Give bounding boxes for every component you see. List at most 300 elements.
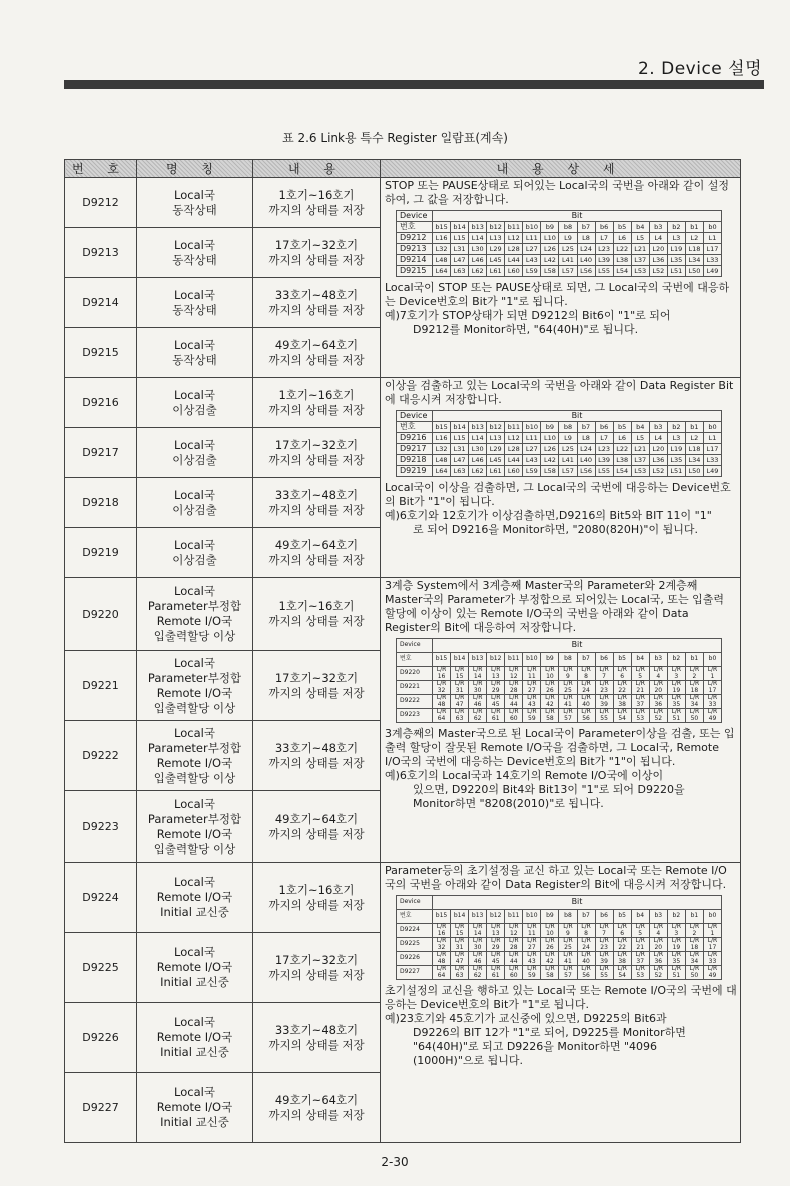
- station-cell: [631, 938, 649, 952]
- name-line: Local국: [174, 337, 215, 352]
- station-cell: [577, 924, 595, 938]
- station-cell: [613, 966, 631, 980]
- content-line: 까지의 상태를 저장: [268, 685, 365, 700]
- lr-label: L/R: [581, 694, 591, 701]
- station-cell: [595, 966, 613, 980]
- station-cell: [667, 966, 685, 980]
- lr-label: L/R: [436, 708, 447, 715]
- station-cell: [649, 966, 667, 980]
- register-detail: [381, 378, 741, 578]
- station-number: 17: [708, 943, 717, 951]
- lr-label: L/R: [563, 951, 573, 958]
- station-number: 30: [473, 943, 482, 951]
- station-cell: L8: [577, 233, 595, 244]
- station-cell: L22: [613, 444, 631, 455]
- register-content: [253, 1003, 381, 1073]
- station-cell: L45: [487, 255, 505, 266]
- station-cell: [451, 924, 469, 938]
- register-content: [253, 378, 381, 428]
- station-cell: [703, 938, 721, 952]
- station-cell: [685, 952, 703, 966]
- bit-cell: b8: [559, 653, 577, 667]
- station-cell: [667, 709, 685, 723]
- station-cell: [595, 924, 613, 938]
- station-cell: [505, 667, 523, 681]
- lr-label: L/R: [509, 965, 519, 972]
- name-line: Remote I/O국: [156, 614, 233, 628]
- station-cell: L33: [703, 455, 721, 466]
- station-number: 23: [600, 686, 608, 694]
- content-line: 17호기~32호기: [274, 952, 359, 967]
- lr-label: L/R: [527, 923, 537, 930]
- bit-table: [396, 895, 722, 980]
- station-cell: [613, 667, 631, 681]
- bit-cell: b5: [613, 910, 631, 924]
- station-cell: L16: [433, 433, 451, 444]
- name-line: Initial 교신중: [160, 975, 229, 989]
- lr-label: L/R: [707, 666, 718, 673]
- lr-label: L/R: [617, 923, 627, 930]
- lr-label: L/R: [599, 923, 609, 930]
- station-cell: L60: [505, 466, 523, 477]
- station-cell: L39: [595, 455, 613, 466]
- register-name: [137, 863, 253, 933]
- station-number: 46: [473, 700, 482, 708]
- register-name: [137, 378, 253, 428]
- bit-table: [396, 210, 722, 277]
- lr-label: L/R: [635, 923, 645, 930]
- station-cell: L41: [559, 255, 577, 266]
- station-cell: [595, 681, 613, 695]
- lr-label: L/R: [472, 965, 483, 972]
- bit-cell: b15: [433, 910, 451, 924]
- station-cell: L21: [631, 244, 649, 255]
- station-cell: [505, 966, 523, 980]
- register-number: D9222: [65, 721, 137, 791]
- detail-note: D9212를 Monitor하면, "64(40H)"로 됩니다.: [413, 323, 639, 336]
- station-number: 39: [600, 957, 608, 965]
- station-cell: L30: [469, 244, 487, 255]
- lr-label: L/R: [617, 680, 627, 687]
- station-cell: [487, 709, 505, 723]
- station-number: 9: [566, 929, 570, 937]
- station-cell: L22: [613, 244, 631, 255]
- number-label: 번호: [397, 910, 433, 924]
- lr-label: L/R: [689, 923, 700, 930]
- station-cell: [613, 681, 631, 695]
- station-cell: [649, 709, 667, 723]
- lr-label: L/R: [509, 666, 519, 673]
- table-row: [65, 578, 741, 651]
- station-number: 44: [509, 700, 518, 708]
- detail-intro: Parameter등의 초기설정을 교신 하고 있는 Local국 또는 Remote I/O국의 국번을 아래와 같이 Data Register의 Bit에 대응시켜 저장합니다.: [385, 864, 727, 891]
- station-cell: L35: [667, 255, 685, 266]
- bit-cell: b7: [577, 653, 595, 667]
- lr-label: L/R: [545, 708, 555, 715]
- station-cell: [667, 938, 685, 952]
- name-line: Remote I/O국: [156, 755, 233, 770]
- station-number: 29: [491, 686, 500, 694]
- lr-label: L/R: [653, 694, 664, 701]
- content-line: 까지의 상태를 저장: [268, 452, 365, 467]
- bit-cell: b1: [685, 910, 703, 924]
- bit-cell: b4: [631, 222, 649, 233]
- station-cell: [469, 695, 487, 709]
- name-line: 이상검출: [172, 452, 217, 467]
- station-cell: L17: [703, 444, 721, 455]
- station-cell: [469, 938, 487, 952]
- station-cell: L46: [469, 255, 487, 266]
- station-cell: L31: [451, 244, 469, 255]
- station-number: 4: [656, 672, 661, 680]
- station-cell: [487, 681, 505, 695]
- lr-label: L/R: [563, 937, 573, 944]
- station-cell: [667, 924, 685, 938]
- lr-label: L/R: [490, 666, 501, 673]
- bit-cell: b8: [559, 422, 577, 433]
- station-number: 54: [618, 971, 626, 979]
- lr-label: L/R: [671, 937, 682, 944]
- station-number: 26: [546, 943, 554, 951]
- station-cell: L45: [487, 455, 505, 466]
- lr-label: L/R: [527, 951, 537, 958]
- station-number: 25: [564, 686, 572, 694]
- bit-row: [397, 667, 722, 681]
- register-name: [137, 1003, 253, 1073]
- station-number: 2: [692, 929, 697, 937]
- station-cell: L34: [685, 455, 703, 466]
- station-cell: [631, 667, 649, 681]
- lr-label: L/R: [617, 951, 627, 958]
- station-number: 7: [602, 672, 606, 680]
- name-line: Remote I/O국: [156, 890, 233, 904]
- station-cell: L35: [667, 455, 685, 466]
- station-cell: L47: [451, 455, 469, 466]
- station-cell: L14: [469, 233, 487, 244]
- lr-label: L/R: [509, 694, 519, 701]
- station-cell: L7: [595, 233, 613, 244]
- bit-row: [397, 966, 722, 980]
- lr-label: L/R: [707, 923, 718, 930]
- bit-label: Bit: [433, 211, 722, 222]
- station-number: 50: [690, 971, 699, 979]
- content-line: 49호기~64호기: [274, 537, 359, 552]
- station-number: 51: [672, 971, 681, 979]
- station-cell: L36: [649, 255, 667, 266]
- station-cell: L8: [577, 433, 595, 444]
- content-line: 까지의 상태를 저장: [268, 614, 365, 628]
- station-number: 58: [546, 971, 554, 979]
- station-cell: [685, 938, 703, 952]
- bit-cell: b5: [613, 653, 631, 667]
- station-number: 7: [602, 929, 606, 937]
- lr-label: L/R: [707, 680, 718, 687]
- lr-label: L/R: [599, 937, 609, 944]
- station-cell: L55: [595, 266, 613, 277]
- lr-label: L/R: [599, 666, 609, 673]
- station-number: 47: [455, 700, 464, 708]
- register-content: [253, 1073, 381, 1143]
- station-number: 49: [708, 971, 717, 979]
- station-number: 25: [564, 943, 572, 951]
- name-line: Local국: [174, 487, 215, 502]
- station-cell: [631, 681, 649, 695]
- station-number: 22: [618, 686, 626, 694]
- station-cell: L50: [685, 266, 703, 277]
- station-cell: [523, 681, 541, 695]
- station-number: 5: [638, 672, 643, 680]
- station-number: 62: [473, 971, 482, 979]
- station-cell: L51: [667, 266, 685, 277]
- station-cell: L47: [451, 255, 469, 266]
- station-number: 22: [618, 943, 626, 951]
- bit-cell: b13: [469, 222, 487, 233]
- station-number: 42: [546, 700, 554, 708]
- station-cell: [559, 924, 577, 938]
- bit-cell: b2: [667, 653, 685, 667]
- bit-label: Bit: [433, 896, 722, 910]
- name-line: Parameter부정합: [147, 599, 242, 613]
- station-cell: [649, 924, 667, 938]
- station-cell: L3: [667, 433, 685, 444]
- bit-table-header-row: [397, 639, 722, 653]
- station-number: 62: [473, 714, 482, 722]
- bit-cell: b3: [649, 422, 667, 433]
- station-cell: [433, 938, 451, 952]
- station-number: 54: [618, 714, 626, 722]
- station-number: 6: [620, 672, 625, 680]
- lr-label: L/R: [671, 694, 682, 701]
- station-cell: [613, 924, 631, 938]
- station-cell: [505, 709, 523, 723]
- station-number: 47: [455, 957, 464, 965]
- register-number: D9219: [65, 528, 137, 578]
- station-cell: [649, 681, 667, 695]
- station-cell: L14: [469, 433, 487, 444]
- station-cell: L11: [523, 233, 541, 244]
- station-cell: [703, 667, 721, 681]
- station-cell: [433, 952, 451, 966]
- station-cell: L37: [631, 255, 649, 266]
- station-cell: L40: [577, 255, 595, 266]
- lr-label: L/R: [472, 708, 483, 715]
- station-cell: [631, 695, 649, 709]
- bit-cell: b10: [523, 653, 541, 667]
- station-cell: L64: [433, 266, 451, 277]
- lr-label: L/R: [671, 708, 682, 715]
- station-cell: [523, 667, 541, 681]
- station-cell: [541, 924, 559, 938]
- station-cell: L44: [505, 455, 523, 466]
- bit-cell: b7: [577, 222, 595, 233]
- bit-cell: b15: [433, 653, 451, 667]
- station-cell: [703, 695, 721, 709]
- lr-label: L/R: [617, 965, 627, 972]
- name-line: Remote I/O국: [156, 960, 233, 974]
- device-number: D9225: [397, 938, 433, 952]
- register-content: [253, 651, 381, 721]
- station-cell: [577, 952, 595, 966]
- table-row: [65, 178, 741, 228]
- bit-cell: b0: [703, 653, 721, 667]
- station-cell: L37: [631, 455, 649, 466]
- lr-label: L/R: [490, 708, 501, 715]
- station-cell: [433, 924, 451, 938]
- station-cell: L23: [595, 244, 613, 255]
- lr-label: L/R: [436, 937, 447, 944]
- bit-row: [397, 455, 722, 466]
- lr-label: L/R: [635, 680, 645, 687]
- register-content: [253, 228, 381, 278]
- station-number: 4: [656, 929, 661, 937]
- station-number: 11: [528, 929, 536, 937]
- name-line: Local국: [174, 437, 215, 452]
- bit-row: [397, 709, 722, 723]
- lr-label: L/R: [490, 680, 501, 687]
- station-number: 51: [672, 714, 681, 722]
- station-cell: [469, 709, 487, 723]
- station-cell: L60: [505, 266, 523, 277]
- station-number: 13: [491, 672, 500, 680]
- station-number: 63: [455, 971, 464, 979]
- bit-table-header-row: [397, 211, 722, 222]
- bit-table: [396, 410, 722, 477]
- bit-cell: b12: [487, 422, 505, 433]
- lr-label: L/R: [581, 965, 591, 972]
- detail-note: Monitor하면 "8208(2010)"로 됩니다.: [413, 797, 604, 810]
- bit-cell: b9: [541, 910, 559, 924]
- lr-label: L/R: [509, 951, 519, 958]
- register-content: [253, 178, 381, 228]
- station-cell: L39: [595, 255, 613, 266]
- lr-label: L/R: [509, 708, 519, 715]
- station-cell: [613, 938, 631, 952]
- lr-label: L/R: [454, 680, 465, 687]
- station-number: 27: [528, 943, 536, 951]
- bit-cell: b9: [541, 422, 559, 433]
- register-content: [253, 578, 381, 651]
- content-line: 1호기~16호기: [278, 882, 355, 897]
- lr-label: L/R: [653, 923, 664, 930]
- station-number: 20: [654, 686, 663, 694]
- lr-label: L/R: [617, 694, 627, 701]
- number-label: 번호: [397, 653, 433, 667]
- lr-label: L/R: [545, 694, 555, 701]
- station-number: 38: [618, 957, 626, 965]
- lr-label: L/R: [599, 965, 609, 972]
- station-cell: L62: [469, 266, 487, 277]
- bit-cell: b12: [487, 653, 505, 667]
- lr-label: L/R: [436, 694, 447, 701]
- bit-table: [396, 638, 722, 723]
- name-line: Local국: [174, 655, 215, 670]
- device-number: D9212: [397, 233, 433, 244]
- content-line: 까지의 상태를 저장: [268, 302, 365, 317]
- content-line: 까지의 상태를 저장: [268, 1107, 365, 1122]
- lr-label: L/R: [653, 708, 664, 715]
- lr-label: L/R: [653, 965, 664, 972]
- station-number: 32: [437, 943, 446, 951]
- station-cell: [703, 924, 721, 938]
- bit-row: [397, 938, 722, 952]
- station-number: 15: [455, 929, 464, 937]
- station-cell: L12: [505, 433, 523, 444]
- station-cell: [559, 952, 577, 966]
- station-cell: [685, 924, 703, 938]
- station-cell: L4: [649, 433, 667, 444]
- station-number: 31: [455, 943, 464, 951]
- register-number: D9224: [65, 863, 137, 933]
- station-number: 3: [674, 672, 679, 680]
- device-number: D9214: [397, 255, 433, 266]
- lr-label: L/R: [689, 694, 700, 701]
- station-cell: [559, 681, 577, 695]
- station-number: 53: [636, 971, 645, 979]
- bit-cell: b0: [703, 422, 721, 433]
- station-cell: L20: [649, 444, 667, 455]
- station-cell: L58: [541, 266, 559, 277]
- register-name: [137, 278, 253, 328]
- station-number: 27: [528, 686, 536, 694]
- bit-cell: b1: [685, 222, 703, 233]
- bit-cell: b1: [685, 653, 703, 667]
- bit-label: Bit: [433, 411, 722, 422]
- station-cell: L59: [523, 466, 541, 477]
- station-cell: [577, 681, 595, 695]
- lr-label: L/R: [490, 965, 501, 972]
- lr-label: L/R: [472, 951, 483, 958]
- lr-label: L/R: [689, 680, 700, 687]
- station-number: 8: [584, 672, 588, 680]
- lr-label: L/R: [599, 680, 609, 687]
- name-line: Remote I/O국: [156, 826, 233, 841]
- station-number: 49: [708, 714, 717, 722]
- station-cell: L26: [541, 244, 559, 255]
- lr-label: L/R: [472, 666, 483, 673]
- station-number: 39: [600, 700, 608, 708]
- device-number: D9218: [397, 455, 433, 466]
- lr-label: L/R: [472, 923, 483, 930]
- register-number: D9227: [65, 1073, 137, 1143]
- name-line: Local국: [174, 1015, 215, 1029]
- lr-label: L/R: [689, 666, 700, 673]
- register-number: D9214: [65, 278, 137, 328]
- content-line: 49호기~64호기: [274, 811, 359, 826]
- station-number: 18: [690, 943, 699, 951]
- content-line: 1호기~16호기: [278, 187, 355, 202]
- register-content: [253, 528, 381, 578]
- station-number: 55: [600, 971, 608, 979]
- detail-note: "64(40H)"로 되고 D9226을 Monitor하면 "4096: [413, 1040, 658, 1053]
- register-name: [137, 428, 253, 478]
- station-cell: [649, 695, 667, 709]
- bit-cell: b4: [631, 910, 649, 924]
- bit-cell: b9: [541, 222, 559, 233]
- name-line: Parameter부정합: [147, 670, 242, 685]
- station-cell: L9: [559, 233, 577, 244]
- content-line: 33호기~48호기: [274, 1022, 359, 1037]
- bit-cell: b3: [649, 222, 667, 233]
- station-cell: L55: [595, 466, 613, 477]
- bit-cell: b6: [595, 910, 613, 924]
- station-cell: [469, 667, 487, 681]
- register-content: [253, 278, 381, 328]
- lr-label: L/R: [545, 937, 555, 944]
- station-cell: [649, 938, 667, 952]
- station-cell: [559, 709, 577, 723]
- bit-cell: b14: [451, 422, 469, 433]
- station-cell: L33: [703, 255, 721, 266]
